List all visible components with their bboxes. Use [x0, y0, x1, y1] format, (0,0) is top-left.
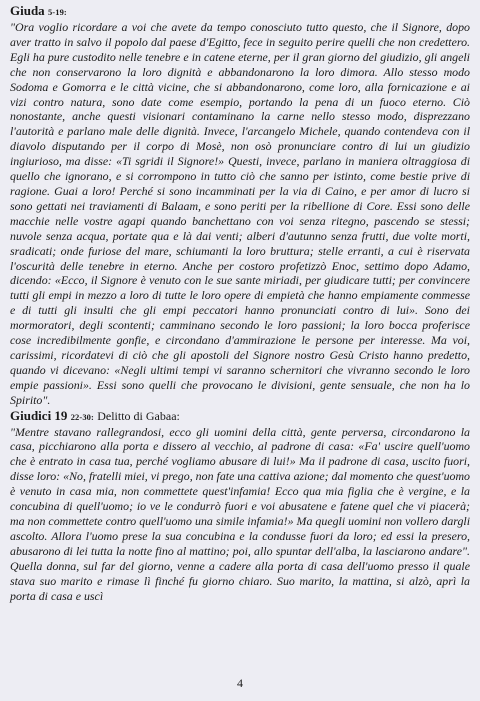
- page-number: 4: [237, 676, 243, 690]
- book-title: Giudici 19: [10, 407, 68, 423]
- passage-text: "Ora voglio ricordare a voi che avete da tempo conosciuto tutto questo, che il Signore, dopo aver tratto in salvo il popolo dal paese d'Egitto, fece in seguito perire quelli che non credettero. Egli ha pure custodito nelle tenebre e in catene eterne, per il gran giorno del giudizio, gli angeli che non conservarono la loro dignità e abbandonarono la loro dimora. Allo stesso modo Sodoma e Gomorra e le città vicine, che si abbandonarono, come loro, alla fornicazione e ai vizi contro natura, sono date come esempio, portando la pena di un fuoco eterno. Ciò nonostante, anche questi visionari contaminano la carne nello stesso modo, disprezzano l'autorità e parlano male delle dignità. Invece, l'arcangelo Michele, quando contendeva con il diavolo disputando per il corpo di Mosè, non osò pronunciare contro di lui un giudizio ingiurioso, ma disse: «Ti sgridi il Signore!» Questi, invece, parlano in maniera oltraggiosa di quello che ignorano, e si corrompono in tutto ciò che sanno per istinto, come bestie prive di ragione. Guai a loro! Perché si sono incamminati per la via di Caino, e per amor di lucro si sono gettati nei traviamenti di Balaam, e sono periti per la ribellione di Core. Essi sono delle macchie nelle vostre agapi quando banchettano con voi senza ritegno, pascendo se stessi; nuvole senza acqua, portate qua e là dai venti; alberi d'autunno senza frutti, due volte morti, sradicati; onde furiose del mare, schiumanti la loro bruttura; stelle erranti, a cui è riservata l'oscurità delle tenebre in eterno. Anche per costoro profetizzò Enoc, settimo dopo Adamo, dicendo: «Ecco, il Signore è venuto con le sue sante miriadi, per giudicare tutti; per convincere tutti gli empi in mezzo a loro di tutte le loro opere di empietà che hanno empiamente commesse e di tutti gli insulti che gli empi peccatori hanno pronunciati contro di lui». Sono dei mormoratori, degli scontenti; camminano secondo le loro passioni; la loro bocca proferisce cose incredibilmente gonfie, e circondano d'ammirazione le persone per interesse. Ma voi, carissimi, ricordatevi di ciò che gli apostoli del Signore nostro Gesù Cristo hanno predetto, quando vi dicevano: «Negli ultimi tempi vi saranno schernitori che vivranno secondo le loro empie passioni». Essi sono quelli che provocano le divisioni, gente sensuale, che non ha lo Spirito".: [10, 20, 470, 407]
- section-heading: [10, 408, 470, 425]
- section-giudici: [10, 408, 470, 604]
- verse-reference: 22-30:: [70, 411, 94, 422]
- section-subtitle: Delitto di Gabaa:: [97, 408, 180, 423]
- book-title: Giuda: [10, 3, 45, 18]
- passage-text: "Mentre stavano rallegrandosi, ecco gli uomini della città, gente perversa, circondarono la casa, picchiarono alla porta e dissero al vecchio, al padrone di casa: «Fa' uscire quell'uomo che è entrato in casa tua, perché vogliamo abusare di lui!» Ma il padrone di casa, uscito fuori, disse loro: «No, fratelli miei, vi prego, non fate una cattiva azione; dal momento che quest'uomo è venuto in casa mia, non commettete quest'infamia! Ecco qua mia figlia che è vergine, e la concubina di quell'uomo; io ve le condurrò fuori e voi abusatene e fatene quel che vi piacerà; ma non commettete contro quell'uomo una simile infamia!» Ma quegli uomini non vollero dargli ascolto. Allora l'uomo prese la sua concubina e la condusse fuori da loro; ed essi la presero, abusarono di lei tutta la notte fino al mattino; poi, allo spuntar dell'alba, la lasciarono andare". Quella donna, sul far del giorno, venne a cadere alla porta di casa dell'uomo presso il quale stava suo marito e rimase lì finché fu giorno chiaro. Suo marito, la mattina, si alzò, aprì la porta di casa e uscì: [10, 424, 470, 603]
- verse-reference: 5-19:: [47, 7, 67, 17]
- section-heading: [10, 3, 470, 20]
- section-giuda: [10, 3, 470, 408]
